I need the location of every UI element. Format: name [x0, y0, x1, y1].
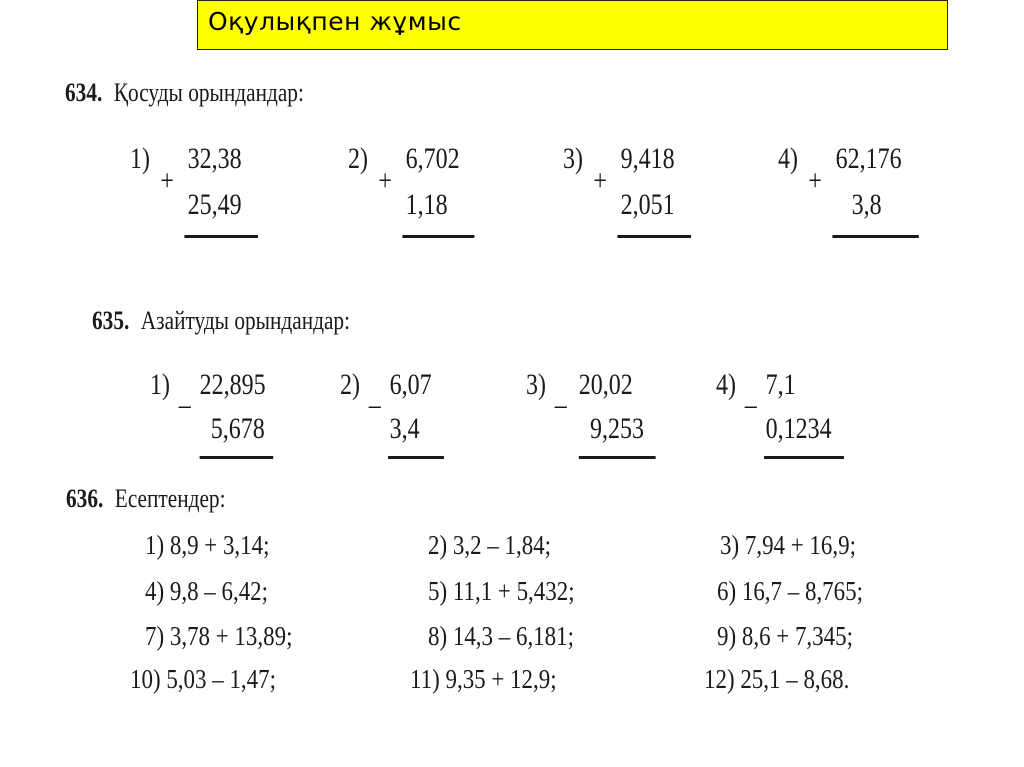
sum-line	[184, 235, 258, 238]
operand-top: 9,418	[620, 142, 675, 175]
operand-top: 32,38	[187, 142, 242, 175]
exercise-636-item-1: 1) 8,9 + 3,14;	[145, 530, 270, 560]
exercise-636-heading	[66, 484, 226, 514]
exercise-636-item-10: 10) 5,03 – 1,47;	[130, 664, 276, 694]
operator-sign: +	[808, 164, 822, 197]
problem-index: 1)	[150, 368, 170, 401]
operand-bottom: 0,1234	[765, 412, 832, 445]
problem-index: 4)	[716, 368, 736, 401]
page-title: Оқулықпен жұмыс	[208, 7, 462, 36]
exercise-636-item-8: 8) 14,3 – 6,181;	[428, 621, 574, 651]
exercise-636-item-3: 3) 7,94 + 16,9;	[720, 530, 856, 560]
exercise-636-item-11: 11) 9,35 + 12,9;	[410, 664, 557, 694]
operand-top: 6,702	[405, 142, 460, 175]
problem-index: 2)	[348, 142, 368, 175]
title-banner	[197, 0, 948, 50]
exercise-635-number: 635.	[92, 306, 130, 335]
exercise-634-number: 634.	[65, 78, 103, 107]
exercise-636-item-6: 6) 16,7 – 8,765;	[717, 576, 863, 606]
operand-bottom: 5,678	[210, 412, 265, 445]
operator-sign: –	[178, 388, 191, 421]
exercise-634-heading	[65, 78, 304, 108]
sum-line	[832, 235, 918, 238]
operand-bottom: 3,4	[389, 412, 420, 445]
difference-line	[579, 456, 656, 459]
problem-index: 3)	[563, 142, 583, 175]
operand-top: 7,1	[765, 368, 796, 401]
operator-sign: –	[744, 388, 757, 421]
sum-line	[617, 235, 691, 238]
exercise-636-item-4: 4) 9,8 – 6,42;	[145, 576, 269, 606]
exercise-634-title: Қосуды орындандар:	[113, 78, 304, 107]
operand-top: 6,07	[389, 368, 432, 401]
exercise-636-item-12: 12) 25,1 – 8,68.	[704, 664, 850, 694]
operator-sign: –	[368, 388, 381, 421]
problem-index: 1)	[130, 142, 150, 175]
operand-top: 20,02	[578, 368, 633, 401]
operator-sign: +	[593, 164, 607, 197]
difference-line	[764, 456, 844, 459]
operand-bottom: 25,49	[187, 188, 242, 221]
exercise-635-heading	[92, 306, 350, 336]
exercise-635-title: Азайтуды орындандар:	[140, 306, 351, 335]
operand-bottom: 2,051	[620, 188, 675, 221]
operand-bottom: 3,8	[851, 188, 882, 221]
problem-index: 4)	[778, 142, 798, 175]
difference-line	[388, 456, 444, 459]
operand-bottom: 1,18	[405, 188, 448, 221]
exercise-636-number: 636.	[66, 484, 104, 513]
exercise-636-item-5: 5) 11,1 + 5,432;	[428, 576, 575, 606]
operand-top: 22,895	[199, 368, 266, 401]
operand-top: 62,176	[835, 142, 902, 175]
exercise-636-title: Есептендер:	[114, 484, 226, 513]
operand-bottom: 9,253	[590, 412, 644, 445]
exercise-636-item-9: 9) 8,6 + 7,345;	[717, 621, 853, 651]
operator-sign: –	[554, 388, 567, 421]
difference-line	[200, 456, 274, 459]
sum-line	[402, 235, 474, 238]
operator-sign: +	[160, 164, 174, 197]
problem-index: 3)	[526, 368, 546, 401]
problem-index: 2)	[340, 368, 360, 401]
exercise-636-item-7: 7) 3,78 + 13,89;	[145, 621, 293, 651]
exercise-636-item-2: 2) 3,2 – 1,84;	[428, 530, 552, 560]
operator-sign: +	[378, 164, 392, 197]
